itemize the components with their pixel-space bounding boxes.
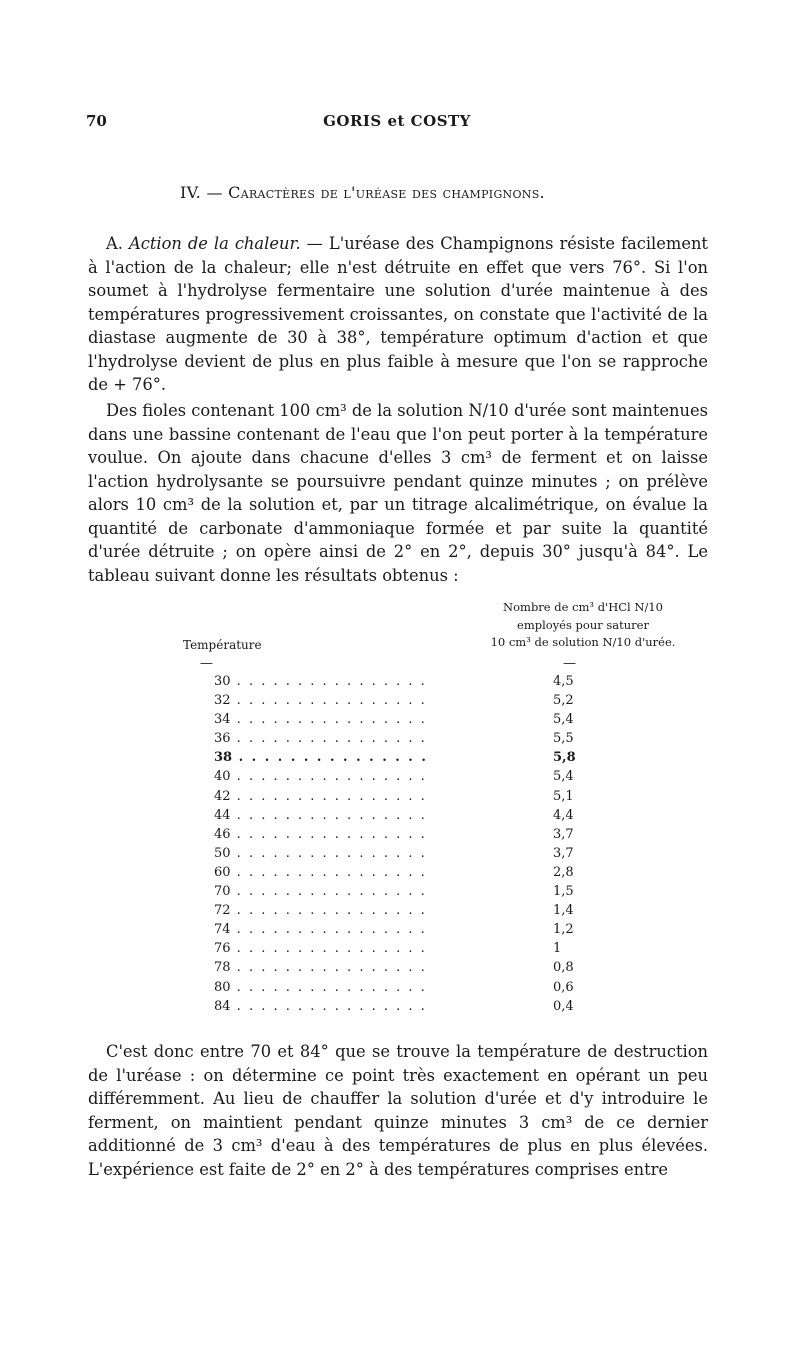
temperature-cell: 40 . . . [214, 769, 434, 784]
table-row [0, 674, 800, 693]
value-cell: 0,6 [553, 979, 574, 995]
value-cell: 4,4 [553, 807, 574, 823]
table-row [0, 789, 800, 808]
paragraph-label: A. [106, 234, 123, 253]
table-row [0, 922, 800, 941]
table-row-optimum [0, 750, 800, 769]
temperature-cell: 72 . . . [214, 903, 434, 918]
value-cell: 3,7 [553, 845, 574, 861]
page-number: 70 [86, 112, 107, 130]
value-cell: 5,4 [553, 712, 574, 728]
temperature-cell: 70 . . . [214, 884, 434, 899]
results-table [0, 674, 800, 1018]
value-cell: 0,4 [553, 998, 574, 1014]
temperature-cell: 44 . . . [214, 808, 434, 823]
section-number: IV. [180, 183, 202, 202]
table-row [0, 846, 800, 865]
paragraph-destruction: C'est donc entre 70 et 84° que se trouve la température de destruction de l'uréase : on détermine ce point très exactement en opérant un peu différemment. Au lieu de chauffer la solution d'urée et d'y introduire le ferment, on maintient pendant quinze minutes 3 cm³ de ce dernier additionné de 3 cm³ d'eau à des températures de plus en plus élevées. L'expérience est faite de 2° en 2° à des températures comprises entre [88, 1042, 708, 1179]
value-cell: 4,5 [553, 674, 574, 689]
temperature-cell: 78 . . . [214, 960, 434, 975]
value-cell: 5,8 [553, 750, 576, 766]
paragraph-subtitle: Action de la chaleur. [128, 234, 301, 253]
table-row [0, 712, 800, 731]
column-header-temperature: Température [183, 638, 262, 652]
temperature-cell: 60 . . . [214, 865, 434, 880]
paragraph-text: — L'uréase des Champignons résiste facilement à l'action de la chaleur; elle n'est détruite en effet que vers 76°. Si l'on soumet à l'hydrolyse fermentaire une solution d'urée maintenue à des températures progressivement croissantes, on constate que l'activité de la diastase augmente de 30 à 38°, température optimum d'action et que l'hydrolyse devient de plus en plus faible à mesure que l'on se rapproche de + 76°. [88, 234, 708, 394]
table-row [0, 941, 800, 960]
table-row [0, 980, 800, 999]
value-cell: 1,4 [553, 903, 574, 919]
section-heading [180, 183, 545, 202]
value-cell: 5,5 [553, 731, 574, 747]
table-row [0, 903, 800, 922]
temperature-cell: 30 . . . [214, 674, 434, 689]
table-row [0, 769, 800, 788]
section-title: Caractères de l'uréase des champignons. [228, 183, 545, 202]
value-cell: 5,4 [553, 769, 574, 785]
column-dash-left: — [200, 656, 213, 671]
value-cell: 2,8 [553, 864, 574, 880]
value-cell: 0,8 [553, 960, 574, 976]
column-dash-right: — [563, 656, 576, 671]
table-row [0, 865, 800, 884]
column-header-hcl [473, 599, 693, 652]
temperature-cell: 38 . . . [214, 750, 434, 765]
table-row [0, 731, 800, 750]
temperature-cell: 84 . . . [214, 999, 434, 1014]
paragraph-action-chaleur [88, 232, 708, 397]
table-row [0, 884, 800, 903]
value-cell: 1 [553, 941, 562, 957]
temperature-cell: 50 . . . [214, 846, 434, 861]
column-header-hcl-line: Nombre de cm³ d'HCl N/10 [503, 600, 663, 614]
temperature-cell: 36 . . . [214, 731, 434, 746]
temperature-cell: 80 . . . [214, 980, 434, 995]
running-title: GORIS et COSTY [323, 112, 471, 130]
paragraph-protocol: Des fioles contenant 100 cm³ de la solution N/10 d'urée sont maintenues dans une bassine contenant de l'eau que l'on peut porter à la température voulue. On ajoute dans chacune d'elles 3 cm³ de ferment et on laisse l'action hydrolysante se poursuivre pendant quinze minutes ; on prélève alors 10 cm³ de la solution et, par un titrage alcalimétrique, on évalue la quantité de carbonate d'ammoniaque formée et par suite la quantité d'urée détruite ; on opère ainsi de 2° en 2°, depuis 30° jusqu'à 84°. Le tableau suivant donne les résultats obtenus : [88, 401, 708, 585]
table-row [0, 827, 800, 846]
value-cell: 5,2 [553, 693, 574, 709]
temperature-cell: 74 . . . [214, 922, 434, 937]
column-header-hcl-line: 10 cm³ de solution N/10 d'urée. [490, 635, 676, 649]
temperature-cell: 34 . . . [214, 712, 434, 727]
value-cell: 3,7 [553, 826, 574, 842]
table-row [0, 808, 800, 827]
temperature-cell: 76 . . . [214, 941, 434, 956]
table-row [0, 960, 800, 979]
table-row [0, 693, 800, 712]
section-dash: — [206, 183, 223, 202]
value-cell: 1,5 [553, 884, 574, 900]
table-row [0, 999, 800, 1018]
temperature-cell: 32 . . . [214, 693, 434, 708]
temperature-cell: 42 . . . [214, 789, 434, 804]
temperature-cell: 46 . . . [214, 827, 434, 842]
page-header [86, 112, 708, 138]
column-header-hcl-line: employés pour saturer [517, 617, 649, 632]
value-cell: 5,1 [553, 788, 574, 804]
value-cell: 1,2 [553, 922, 574, 938]
